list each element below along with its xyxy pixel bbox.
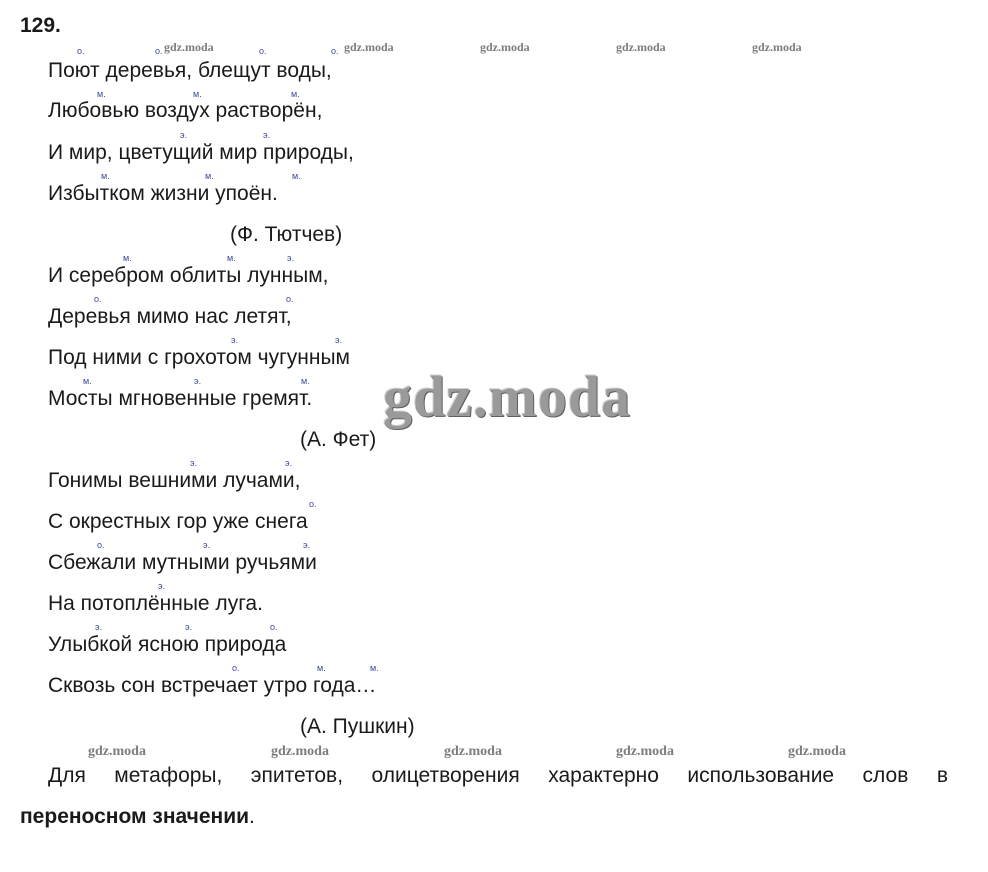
poem-line: Гонимы вешними лучами, xyxy=(48,469,301,492)
poem-line: Мосты мгновенные гремят. xyxy=(48,387,313,410)
watermark: gdz.moda xyxy=(88,744,146,759)
poem-line: Под ними с грохотом чугунным xyxy=(48,346,350,369)
conclusion-paragraph xyxy=(20,755,948,837)
exercise-number: 129. xyxy=(20,14,61,37)
conclusion-text: Для метафоры, эпитетов, олицетворения характерно использование слов в xyxy=(48,764,948,787)
mark-m: м. xyxy=(227,253,236,263)
mark-m: м. xyxy=(123,253,132,263)
watermark: gdz.moda xyxy=(752,40,802,54)
mark-e: э. xyxy=(190,458,198,468)
mark-e: э. xyxy=(95,622,103,632)
mark-o: о. xyxy=(94,294,102,304)
mark-e: э. xyxy=(203,540,211,550)
mark-m: м. xyxy=(301,376,310,386)
mark-e: э. xyxy=(185,622,193,632)
poem-line: Избытком жизни упоён. xyxy=(48,182,278,205)
poem-line: И серебром облиты лунным, xyxy=(48,264,329,287)
conclusion-bold-term: переносном значении xyxy=(20,805,250,828)
poem-line: На потоплённые луга. xyxy=(48,592,263,615)
mark-e: э. xyxy=(335,335,343,345)
watermark: gdz.moda xyxy=(444,744,502,759)
mark-m: м. xyxy=(317,663,326,673)
poem-line: Улыбкой ясною природа xyxy=(48,633,287,656)
poem-line: Поют деревья, блещут воды, xyxy=(48,59,332,82)
poem-line: И мир, цветущий мир природы, xyxy=(48,141,354,164)
mark-e: э. xyxy=(158,581,166,591)
mark-o: о. xyxy=(270,622,278,632)
poem-line: Сбежали мутными ручьями xyxy=(48,551,317,574)
mark-e: э. xyxy=(303,540,311,550)
watermark: gdz.moda xyxy=(616,40,666,54)
watermark: gdz.moda xyxy=(480,40,530,54)
poem-line: Любовью воздух растворён, xyxy=(48,99,323,122)
mark-m: м. xyxy=(370,663,379,673)
mark-m: м. xyxy=(193,89,202,99)
mark-m: м. xyxy=(292,171,301,181)
poem-author: (Ф. Тютчев) xyxy=(230,223,343,246)
watermark: gdz.moda xyxy=(344,40,394,54)
poem-line: С окрестных гор уже снега xyxy=(48,510,308,533)
conclusion-period: . xyxy=(249,805,255,828)
mark-o: о. xyxy=(309,499,317,509)
mark-e: э. xyxy=(287,253,295,263)
poem-line: Сквозь сон встречает утро года… xyxy=(48,674,377,697)
mark-o: о. xyxy=(232,663,240,673)
mark-m: м. xyxy=(83,376,92,386)
watermark: gdz.moda xyxy=(164,40,214,54)
mark-e: э. xyxy=(180,130,188,140)
mark-m: м. xyxy=(205,171,214,181)
watermark: gdz.moda xyxy=(271,744,329,759)
mark-o: о. xyxy=(97,540,105,550)
mark-o: о. xyxy=(331,46,339,56)
poem-author: (А. Пушкин) xyxy=(300,715,415,738)
watermark-large: gdz.moda xyxy=(383,364,632,429)
mark-o: о. xyxy=(77,46,85,56)
watermark: gdz.moda xyxy=(788,744,846,759)
mark-e: э. xyxy=(263,130,271,140)
watermark: gdz.moda xyxy=(616,744,674,759)
poem-author: (А. Фет) xyxy=(300,428,377,451)
mark-m: м. xyxy=(291,89,300,99)
mark-e: э. xyxy=(231,335,239,345)
mark-o: о. xyxy=(259,46,267,56)
mark-m: м. xyxy=(97,89,106,99)
mark-e: э. xyxy=(285,458,293,468)
mark-o: о. xyxy=(155,46,163,56)
mark-m: м. xyxy=(101,171,110,181)
mark-o: о. xyxy=(286,294,294,304)
poem-line: Деревья мимо нас летят, xyxy=(48,305,292,328)
mark-e: э. xyxy=(194,376,202,386)
